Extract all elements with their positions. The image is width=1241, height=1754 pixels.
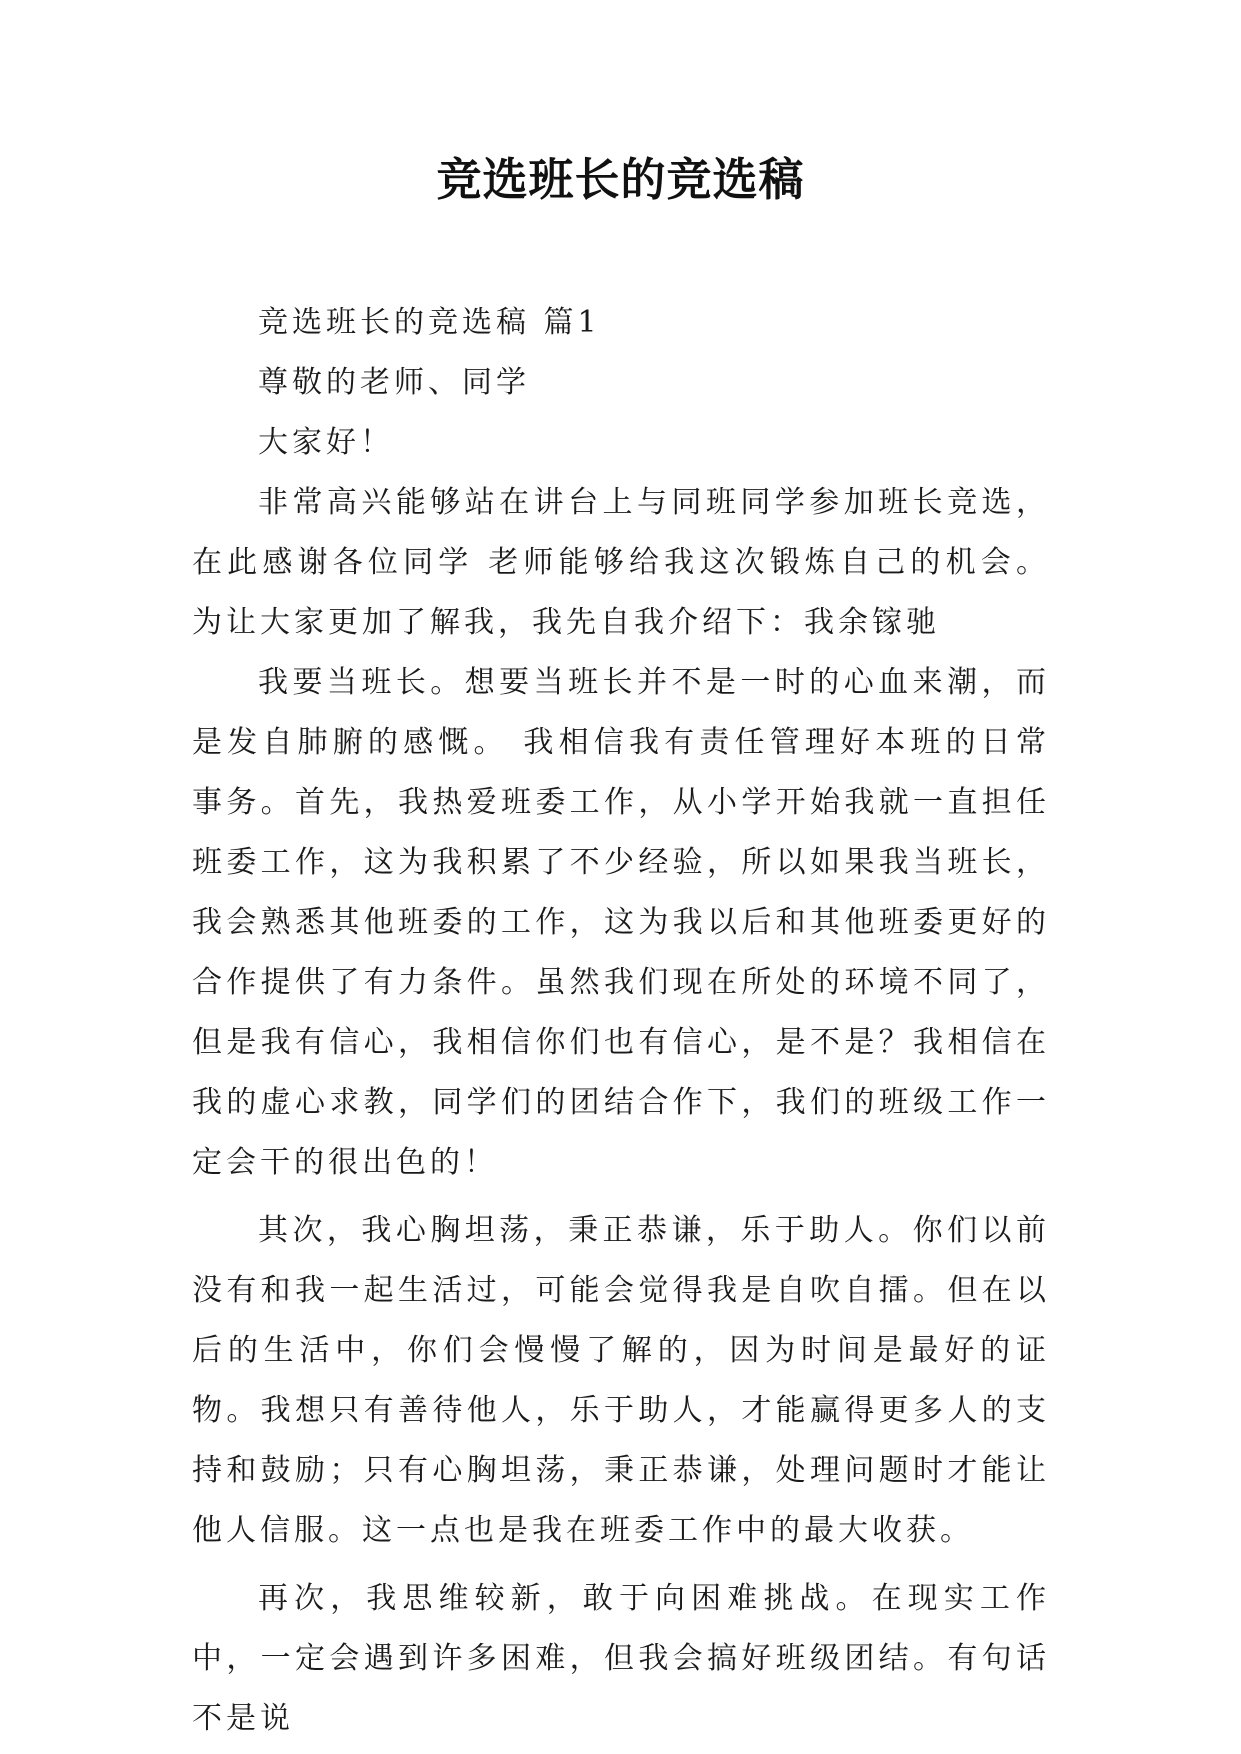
document-title: 竞选班长的竞选稿 (436, 153, 805, 206)
section-heading: 竞选班长的竞选稿 篇1 (258, 305, 601, 340)
salutation: 尊敬的老师、同学 (258, 365, 530, 400)
paragraph-character: 其次，我心胸坦荡，秉正恭谦，乐于助人。你们以前没有和我一起生活过，可能会觉得我是自吹自擂。但在以后的生活中，你们会慢慢了解的，因为时间是最好的证物。我想只有善待他人，乐于助人，才能赢得更多人的支持和鼓励；只有心胸坦荡，秉正恭谦，处理问题时才能让他人信服。这一点也是我在班委工作中的最大收获。 (192, 1213, 1050, 1548)
paragraph-intro: 非常高兴能够站在讲台上与同班同学参加班长竞选，在此感谢各位同学 老师能够给我这次锻炼自己的机会。为让大家更加了解我，我先自我介绍下：我余镓驰 (192, 485, 1050, 640)
paragraph-motivation: 我要当班长。想要当班长并不是一时的心血来潮，而是发自肺腑的感慨。 我相信我有责任管理好本班的日常事务。首先，我热爱班委工作，从小学开始我就一直担任班委工作，这为我积累了不少经验，所以如果我当班长，我会熟悉其他班委的工作，这为我以后和其他班委更好的合作提供了有力条件。虽然我们现在所处的环境不同了，但是我有信心，我相信你们也有信心，是不是？我相信在我的虚心求教，同学们的团结合作下，我们的班级工作一定会干的很出色的！ (192, 665, 1050, 1180)
document-body (192, 293, 1050, 1749)
greeting: 大家好！ (258, 425, 394, 460)
paragraph-challenge: 再次，我思维较新，敢于向困难挑战。在现实工作中，一定会遇到许多困难，但我会搞好班级团结。有句话不是说 (192, 1581, 1050, 1736)
